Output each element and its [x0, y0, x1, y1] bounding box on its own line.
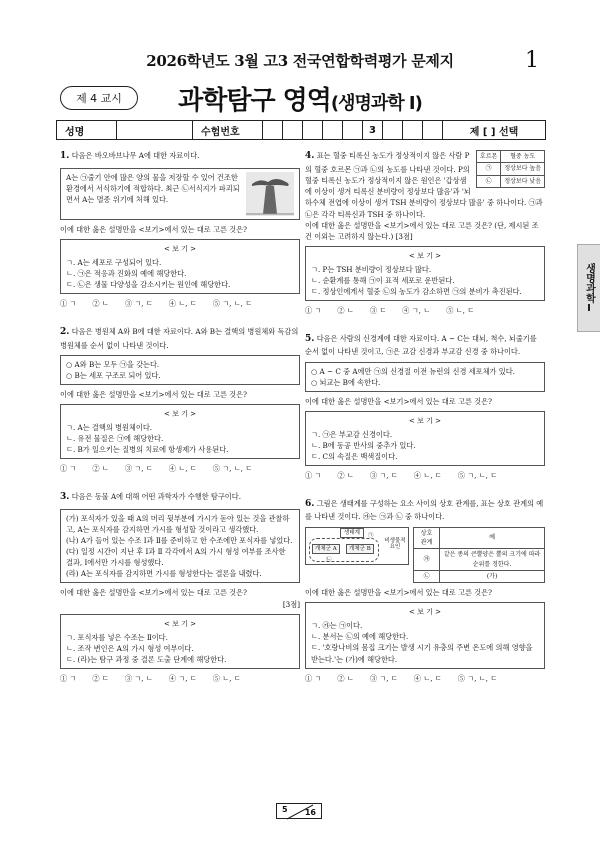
diagram-label: 개체군 A	[312, 544, 340, 555]
table-cell: 정상보다 낮음	[501, 175, 545, 187]
table-header: 호르몬	[476, 151, 500, 163]
bogi-item: ㄱ. A는 결핵의 병원체이다.	[66, 422, 153, 432]
exam-digit-box[interactable]	[383, 121, 403, 139]
question-stem: 다음은 동물 A에 대해 어떤 과학자가 수행한 탐구이다.	[71, 491, 241, 501]
answer-choices	[305, 305, 545, 316]
footer-page-indicator	[276, 803, 322, 819]
answer-choice-5[interactable]: ⑤ ㄱ, ㄴ, ㄷ	[457, 673, 498, 683]
ecosystem-diagram	[305, 527, 409, 565]
question-box	[60, 509, 300, 584]
bogi-item: ㄴ. 순환계를 통해 ㉠이 표적 세포로 운반된다.	[311, 276, 455, 286]
answer-choice-1[interactable]: ① ㄱ	[305, 673, 322, 683]
table-cell: ㉡	[476, 175, 500, 187]
answer-choices	[305, 470, 545, 481]
table-cell: ㉮	[414, 549, 440, 571]
bogi-box	[60, 614, 300, 669]
answer-choices	[60, 298, 300, 309]
bogi-heading: < 보 기 >	[409, 252, 441, 261]
exam-digit-box[interactable]	[263, 121, 283, 139]
bogi-item: ㄷ. (라)는 탐구 과정 중 결론 도출 단계에 해당한다.	[66, 654, 227, 664]
question-number: 5.	[305, 333, 315, 344]
question-box	[305, 362, 545, 392]
bogi-item: ㄷ. B가 일으키는 질병의 치료에 항생제가 사용된다.	[66, 445, 229, 455]
question-stem: 표는 혈중 티록신 농도가 정상적이지 않은 사람 P의 혈중 호르몬 ㉠과 ㉡의 농도를 나타낸 것이다. P의 혈중 티록신 농도가 정상적이지 않은 원인은 '갑상샘에 이상이 생겨 티록신 분비량이 정상보다 많음'과 '뇌하수체 전엽에 이상이 생겨 TSH 분비량이 정상보다 많음' 중 하나이다. ㉠과 ㉡은 각각 티록신과 TSH 중 하나이다.	[305, 151, 543, 219]
question-box	[60, 355, 300, 385]
exam-digit-box[interactable]	[323, 121, 343, 139]
period-badge: 제 4 교시	[60, 86, 138, 110]
box-item: (다) 일정 시간이 지난 후 Ⅰ과 Ⅱ 각각에서 A의 가시 형성 여부를 조사한 결과, Ⅰ에서만 가시를 형성했다.	[66, 547, 286, 568]
table-cell: 같은 종의 큰뿔양은 뿔의 크기에 따라 순위를 정한다.	[440, 549, 545, 571]
question-number: 6.	[305, 498, 315, 509]
answer-choice-1[interactable]: ① ㄱ	[305, 306, 322, 316]
left-column	[60, 150, 300, 692]
bogi-item: ㄴ. ㉠은 적응과 진화의 예에 해당한다.	[66, 269, 187, 279]
answer-choice-1[interactable]: ① ㄱ	[305, 471, 322, 481]
question-2	[60, 326, 300, 475]
bogi-item: ㄱ. P는 TSH 분비량이 정상보다 많다.	[311, 264, 432, 274]
answer-choice-2[interactable]: ② ㄴ	[92, 299, 109, 309]
question-ask: 이에 대한 옳은 설명만을 <보기>에서 있는 대로 고른 것은? (단, 제시된 조건 이외는 고려하지 않는다.) [3점]	[305, 220, 539, 241]
box-item: (라) A는 포식자를 감지하면 가시를 형성한다는 결론을 내렸다.	[66, 569, 262, 579]
question-box-text: A는 ㉠줄기 안에 많은 양의 물을 저장할 수 있어 건조한 환경에서 서식하기에 적합하다. 최근 ㉡서식지가 파괴되면서 A는 멸종 위기에 처해 있다.	[66, 172, 240, 205]
answer-choice-5[interactable]: ⑤ ㄱ, ㄴ, ㄷ	[212, 299, 253, 309]
table-header: 예	[440, 527, 545, 549]
answer-choice-2[interactable]: ② ㄷ	[92, 674, 109, 684]
question-5	[305, 333, 545, 482]
table-row	[414, 549, 545, 571]
table-row	[476, 175, 544, 187]
exam-digit-box[interactable]	[303, 121, 323, 139]
exam-title: 2026학년도 3월 고3 전국연합학력평가 문제지	[146, 52, 454, 70]
bogi-box	[305, 246, 545, 301]
box-item: ○ B는 세포 구조로 되어 있다.	[66, 370, 161, 380]
diagram-label: 개체군 B	[346, 544, 374, 555]
selection-label: 제 [ ] 선택	[469, 126, 519, 138]
answer-choice-4[interactable]: ④ ㄴ, ㄷ	[168, 299, 197, 309]
bogi-heading: < 보 기 >	[164, 410, 196, 419]
bogi-heading: < 보 기 >	[409, 417, 441, 426]
answer-choice-3[interactable]: ③ ㄱ, ㄷ	[369, 471, 398, 481]
question-box	[60, 168, 300, 220]
table-cell: ㉠	[476, 163, 500, 175]
question-number: 3.	[60, 491, 70, 502]
question-ask: 이에 대한 옳은 설명만을 <보기>에서 있는 대로 고른 것은?	[305, 396, 492, 406]
bogi-item: ㄱ. A는 세포로 구성되어 있다.	[66, 257, 162, 267]
bogi-item: ㄱ. 포식자를 넣은 수조는 Ⅱ이다.	[66, 632, 168, 642]
bogi-heading: < 보 기 >	[164, 245, 196, 254]
bogi-item: ㄴ. B에 동공 반사의 중추가 있다.	[311, 441, 416, 451]
table-header: 혈중 농도	[501, 151, 545, 163]
baobab-tree-image	[246, 172, 294, 216]
question-number: 1.	[60, 151, 70, 161]
table-header: 상호 관계	[414, 527, 440, 549]
answer-choice-4[interactable]: ④ ㄴ, ㄷ	[413, 673, 442, 683]
bogi-box	[305, 602, 545, 668]
answer-choice-4[interactable]: ④ ㄴ, ㄷ	[413, 471, 442, 481]
answer-choice-5[interactable]: ⑤ ㄴ, ㄷ	[212, 674, 241, 684]
bogi-box	[60, 404, 300, 459]
bogi-item: ㄱ. ㉮는 ㉠이다.	[311, 621, 363, 631]
answer-choice-1[interactable]: ① ㄱ	[60, 464, 77, 474]
answer-choice-4[interactable]: ④ ㄱ, ㄴ	[402, 306, 431, 316]
box-item: (가) 포식자가 있을 때 A의 머리 뒷부분에 가시가 돋아 있는 것을 관찰하고, A는 포식자를 감지하면 가시를 형성할 것이라고 생각했다.	[66, 513, 290, 534]
question-stem: 다음은 사람의 신경계에 대한 자료이다. A ~ C는 대뇌, 척수, 뇌줄기를 순서 없이 나타낸 것이고, ㉠은 교감 신경과 부교감 신경 중 하나이다.	[305, 333, 537, 357]
table-cell: (가)	[440, 570, 545, 582]
answer-choices	[305, 673, 545, 684]
table-row	[476, 163, 544, 175]
bogi-item: ㄷ. '호랑나비의 몸집 크기는 발생 시기 유충의 주변 온도에 의해 영향을 받는다.'는 (가)에 해당한다.	[311, 643, 533, 664]
subject-sub: (생명과학 Ⅰ)	[330, 93, 422, 114]
answer-choices	[60, 463, 300, 474]
bogi-heading: < 보 기 >	[409, 608, 441, 617]
answer-choice-3[interactable]: ③ ㄱ, ㄴ	[124, 674, 153, 684]
page-number: 1	[525, 48, 539, 73]
relationship-table	[413, 527, 545, 583]
question-number: 4.	[305, 151, 315, 161]
table-cell: ㉡	[414, 570, 440, 582]
subject-side-tab: 생명과학Ⅰ	[577, 244, 600, 332]
bogi-box	[305, 411, 545, 466]
question-4	[305, 150, 545, 317]
hormone-table	[476, 150, 545, 188]
subject-title	[0, 80, 600, 117]
answer-choice-5[interactable]: ⑤ ㄱ, ㄴ, ㄷ	[457, 471, 498, 481]
name-label: 성명	[57, 121, 117, 139]
table-row	[414, 570, 545, 582]
answer-choice-4[interactable]: ④ ㄱ, ㄷ	[168, 674, 197, 684]
diagram-arrow-label: ㉠	[368, 532, 374, 539]
answer-choice-3[interactable]: ③ ㄱ, ㄷ	[369, 673, 398, 683]
answer-choice-5[interactable]: ⑤ ㄱ, ㄴ, ㄷ	[212, 464, 253, 474]
name-field[interactable]	[117, 121, 193, 139]
answer-choice-2[interactable]: ② ㄴ	[337, 673, 354, 683]
answer-choice-2[interactable]: ② ㄴ	[337, 471, 354, 481]
answer-choice-1[interactable]: ① ㄱ	[60, 674, 77, 684]
box-item: ○ A와 B는 모두 ㉠을 갖는다.	[66, 359, 160, 369]
question-3	[60, 491, 300, 685]
answer-choice-2[interactable]: ② ㄴ	[337, 306, 354, 316]
answer-choice-4[interactable]: ④ ㄴ, ㄷ	[168, 464, 197, 474]
question-ask: 이에 대한 옳은 설명만을 <보기>에서 있는 대로 고른 것은?	[60, 224, 247, 234]
box-item: ○ A ~ C 중 A에만 ㉠의 신경절 이전 뉴런의 신경 세포체가 있다.	[311, 366, 515, 376]
question-ask: 이에 대한 옳은 설명만을 <보기>에서 있는 대로 고른 것은?	[305, 588, 492, 598]
diagram-label: 비생물적 요인	[384, 537, 406, 551]
footer-total-pages: 16	[304, 808, 316, 817]
exam-digit-box[interactable]	[343, 121, 363, 139]
exam-digit-fixed: 3	[363, 121, 383, 139]
diagram-label: 생태계	[340, 528, 364, 539]
question-stem: 다음은 바오바브나무 A에 대한 자료이다.	[71, 151, 200, 160]
question-ask: 이에 대한 옳은 설명만을 <보기>에서 있는 대로 고른 것은?	[60, 588, 247, 598]
bogi-item: ㄴ. 분서는 ㉡의 예에 해당한다.	[311, 632, 409, 642]
answer-choices	[60, 673, 300, 684]
box-item: (나) A가 들어 있는 수조 Ⅰ과 Ⅱ를 준비하고 한 수조에만 포식자를 넣었다.	[66, 535, 293, 545]
bogi-item: ㄱ. ㉠은 부교감 신경이다.	[311, 429, 393, 439]
question-ask: 이에 대한 옳은 설명만을 <보기>에서 있는 대로 고른 것은?	[60, 389, 247, 399]
exam-number-label: 수험번호	[193, 121, 263, 139]
answer-choice-3[interactable]: ③ ㄱ, ㄷ	[124, 464, 153, 474]
diagram-arrow-label: ㉡	[326, 556, 332, 563]
subject-name: 과학탐구 영역	[178, 86, 331, 116]
answer-choice-3[interactable]: ③ ㄱ, ㄷ	[124, 299, 153, 309]
answer-choice-5[interactable]: ⑤ ㄴ, ㄷ	[446, 306, 475, 316]
table-cell: 정상보다 높음	[501, 163, 545, 175]
points-label: [3점]	[282, 599, 300, 609]
exam-digit-box[interactable]	[283, 121, 303, 139]
bogi-item: ㄷ. 정상인에게서 혈중 ㉡의 농도가 감소하면 ㉠의 분비가 촉진된다.	[311, 287, 522, 297]
answer-choice-3[interactable]: ③ ㄷ	[369, 306, 387, 316]
bogi-heading: < 보 기 >	[164, 619, 196, 628]
question-6	[305, 498, 545, 684]
bogi-item: ㄷ. ㉡은 생물 다양성을 감소시키는 원인에 해당한다.	[66, 280, 231, 290]
box-item: ○ 뇌교는 B에 속한다.	[311, 377, 381, 387]
answer-choice-2[interactable]: ② ㄴ	[92, 464, 109, 474]
question-number: 2.	[60, 326, 70, 337]
question-stem: 다음은 병원체 A와 B에 대한 자료이다. A와 B는 결핵의 병원체와 독감의 병원체를 순서 없이 나타낸 것이다.	[60, 326, 299, 350]
info-row	[56, 120, 546, 140]
answer-choice-1[interactable]: ① ㄱ	[60, 299, 77, 309]
question-stem: 그림은 생태계를 구성하는 요소 사이의 상호 관계를, 표는 상호 관계의 예를 나타낸 것이다. ㉮는 ㉠과 ㉡ 중 하나이다.	[305, 498, 544, 522]
exam-digit-box[interactable]	[403, 121, 423, 139]
question-1	[60, 150, 300, 310]
footer-current-page: 5	[282, 805, 288, 814]
right-column	[305, 150, 545, 692]
bogi-item: ㄷ. C의 속질은 백색질이다.	[311, 452, 398, 462]
bogi-box	[60, 239, 300, 294]
bogi-item: ㄴ. 유전 물질은 ㉠에 해당한다.	[66, 434, 164, 444]
exam-header	[0, 0, 600, 120]
ecosystem-figure	[305, 527, 545, 583]
bogi-item: ㄴ. 조작 변인은 A의 가시 형성 여부이다.	[66, 643, 194, 653]
exam-digit-box[interactable]	[423, 121, 443, 139]
